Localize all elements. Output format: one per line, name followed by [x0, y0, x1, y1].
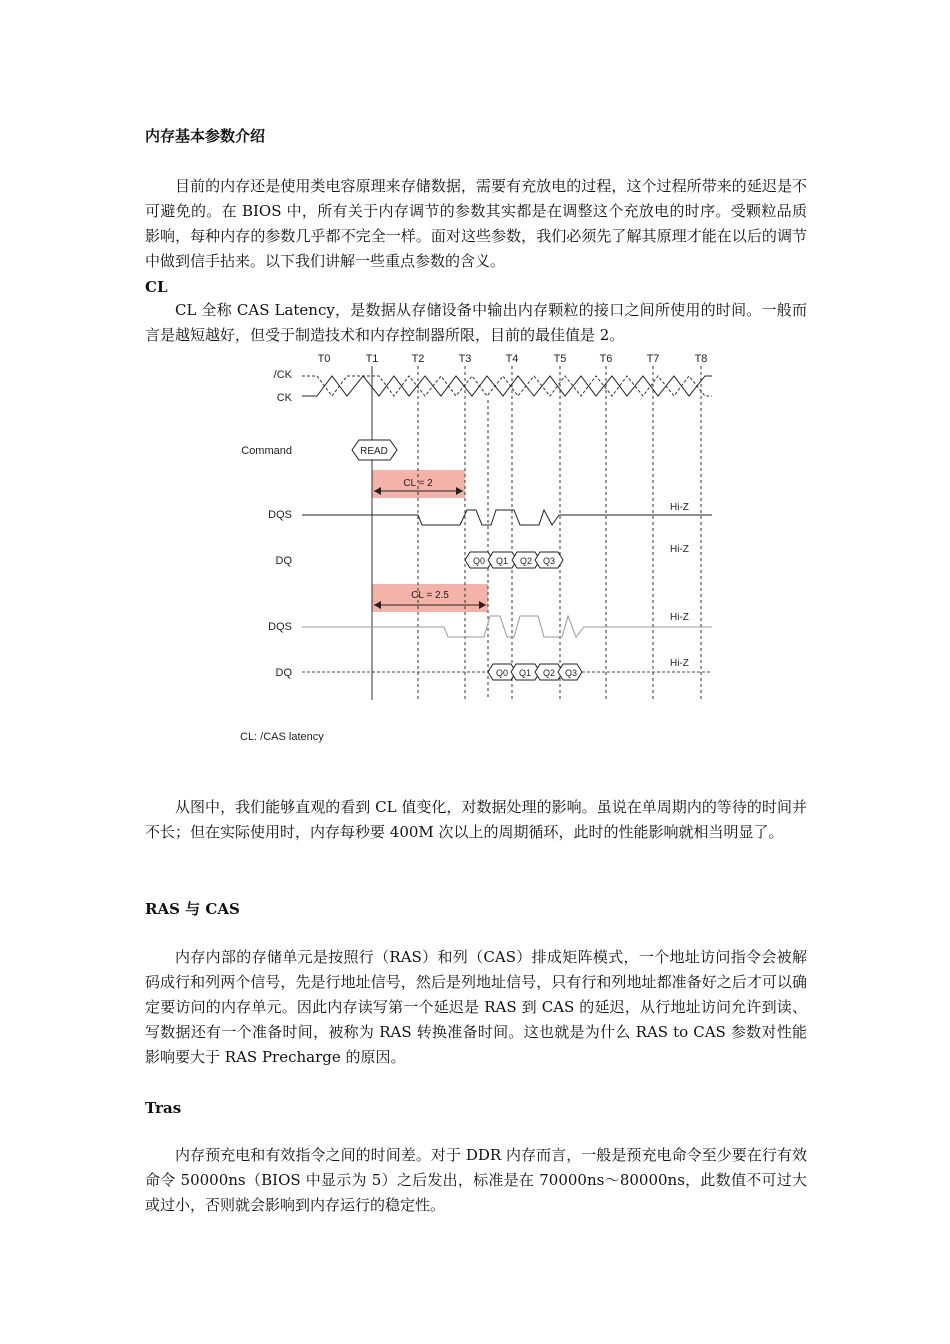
cl-paragraph: CL 全称 CAS Latency，是数据从存储设备中输出内存颗粒的接口之间所使用的时间。一般而言是越短越好，但受于制造技术和内存控制器所限，目前的最佳值是 2。	[145, 301, 807, 344]
signal-dqs1-label: DQS	[268, 509, 292, 521]
time-label: T3	[458, 353, 472, 365]
dq-word: Q1	[518, 668, 532, 678]
hi-z-label: Hi-Z	[670, 658, 689, 669]
dq-word: Q2	[542, 668, 556, 678]
signal-ck-label: CK	[276, 392, 292, 404]
cas-latency-timing-diagram	[232, 350, 718, 750]
signal-ck-n-label: /CK	[273, 369, 292, 381]
intro-paragraph: 目前的内存还是使用类电容原理来存储数据，需要有充放电的过程，这个过程所带来的延迟是不可避免的。在 BIOS 中，所有关于内存调节的参数其实都是在调整这个充放电的时序。受颗粒品质影响，每种内存的参数几乎都不完全一样。面对这些参数，我们必须先了解其原理才能在以后的调节中做到信手拈来。以下我们讲解一些重点参数的含义。	[145, 177, 807, 270]
figure-caption: CL: /CAS latency	[240, 731, 324, 743]
cl-heading: CL	[145, 278, 168, 296]
ras-cas-paragraph: 内存内部的存储单元是按照行（RAS）和列（CAS）排成矩阵模式，一个地址访问指令会被解码成行和列两个信号，先是行地址信号，然后是列地址信号，只有行和列地址都准备好之后才可以确定要访问的内存单元。因此内存读写第一个延迟是 RAS 到 CAS 的延迟，从行地址访问允许到读、写数据还有一个准备时间，被称为 RAS 转换准备时间。这也就是为什么 RAS to CAS 参数对性能影响要大于 RAS Precharge 的原因。	[145, 948, 807, 1066]
time-label: T6	[599, 353, 613, 365]
dq-cl2-words	[465, 552, 563, 568]
ck-waveform	[302, 376, 712, 396]
signal-dq1-label: DQ	[275, 555, 292, 567]
signal-labels	[241, 369, 292, 679]
hi-z-label: Hi-Z	[670, 612, 689, 623]
dq-word: Q0	[472, 556, 486, 566]
time-label: T1	[365, 353, 379, 365]
time-label: T2	[411, 353, 425, 365]
time-label: T4	[505, 353, 519, 365]
tras-heading: Tras	[145, 1099, 182, 1117]
time-label: T7	[646, 353, 660, 365]
time-gridlines	[372, 366, 701, 700]
cl-followup-paragraph: 从图中，我们能够直观的看到 CL 值变化，对数据处理的影响。虽说在单周期内的等待的时间并不长；但在实际使用时，内存每秒要 400M 次以上的周期循环，此时的性能影响就相当明显了。	[145, 798, 807, 841]
doc-title: 内存基本参数介绍	[145, 127, 266, 145]
time-label: T8	[694, 353, 708, 365]
dqs-cl25-waveform	[302, 616, 712, 637]
cl25-label: CL = 2.5	[411, 590, 449, 601]
time-labels	[318, 353, 708, 365]
dq-word: Q3	[542, 556, 556, 566]
dq-word: Q1	[495, 556, 509, 566]
dq-word: Q0	[495, 668, 509, 678]
hi-z-label: Hi-Z	[670, 544, 689, 555]
tras-paragraph: 内存预充电和有效指令之间的时间差。对于 DDR 内存而言，一般是预充电命令至少要在行有效命令 50000ns（BIOS 中显示为 5）之后发出，标准是在 70000ns～80000ns，此数值不可过大或过小，否则就会影响到内存运行的稳定性。	[145, 1146, 807, 1214]
time-label: T5	[553, 353, 567, 365]
signal-dqs2-label: DQS	[268, 621, 292, 633]
hi-z-label: Hi-Z	[670, 502, 689, 513]
signal-command-label: Command	[241, 445, 292, 457]
read-command-label: READ	[360, 446, 388, 457]
dq-word: Q2	[519, 556, 533, 566]
signal-dq2-label: DQ	[275, 667, 292, 679]
dqs-cl2-waveform	[302, 510, 712, 525]
dq-cl25-words	[488, 664, 582, 680]
ras-cas-heading: RAS 与 CAS	[145, 900, 240, 918]
cl2-label: CL = 2	[403, 478, 433, 489]
dq-word: Q3	[564, 668, 578, 678]
time-label: T0	[317, 353, 331, 365]
